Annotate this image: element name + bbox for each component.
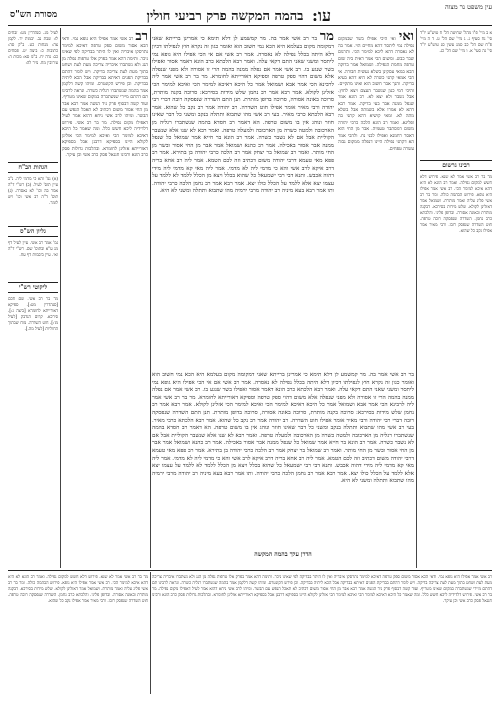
ein-mishpat-column: א ב מיי' פ"ו מהל' שחיטה הל' ח טוש"ע יו"ד סי' נח סעיף ג. ג מיי' שם הל' ט. ד ה מיי' פ"ח שם הל' כב סמג עשין סג טוש"ע יו"ד סי' נה סעי' א. ו מיי' שם הל' כג. [420, 30, 492, 53]
rashi-opening-word: ואי [398, 30, 414, 44]
bottom-divider [150, 572, 151, 694]
rabbeinu-gershom-column: מר בר רב אשי אמר לא שנא. פירוש דלא חשש למקום נפילה. ואמר רב הונא לא היא דהא איכא למימר הכי. רב אשי אמר אפילו היא גופא. פירוש הבהמה כולה. ומר בר רב אשי פליג עליה ואמר מותרת. ושמואל אמר דאזלינן לקולא. שלש מידות בסירכא. דבקנה מותרת ובאונה אסורה. ובדופן פליגי. והלכתא כרב נחמן. השדרה שנפסקה רובה טרפה. חוט השדרה שנפסק רובו. ורבי מאיר אמר אפילו נקב כל שהוא. [420, 174, 492, 233]
column-divider-2 [150, 28, 151, 568]
hagahot-label: הגהות הב"ח [8, 162, 58, 173]
masoret-hashas-column: לעיל מג. סנהדרין מט: זבחים לז: שבת נב. יבמות יד. לקמן צה: מנחות כט. ב"ק סה: כתובות כ: ביצה יט. פסחים כב: נדה יח. ב"מ סא: מכות ה: עירובין מח. נזיר לה: [8, 30, 58, 65]
gemara-text-continued: בר רב אשי אמר בה. מר קמשמע לן דלא תימא כי אמרינן ברייתא שאני דמקומה מקום בעלמא היא הכא נמי חשוב הוא ואומר כגון זה נקרא חוץ לנפילתו דכיון דלא היתה בכלל נפילה לא נאסרה. אמר רב אשי אם אי הכי אפילו היא גופא נמי ליתסר ומשני שאני התם דקאי עלה. ואמר רבא הלכתא כרב הונא דאמר אסור ואפילו בשר שנגע בו. רב אשי אמר אם נפלה ממנה בהמה הרי זו אסורה ולא מפני שנפלה אלא משום דהוי ספק טרפה וספיקא דאורייתא לחומרא. מר בר רב אשי אמר ליה לרבינא הכי אמר אבא ושמואל אמר כל היכא דאיכא למימר הכי ואיכא למימר הכי אזלינן לקולא. אמר רבא אמר רב נחמן שלש מידות בסירכא: סרוכה בקנה מותרת, סרוכה באונה אסורה, סרוכה בדופן מותרת. תנן התם השדרה שנפסקה רובה דברי רבי יהודה ורבי מאיר אומר אפילו חוט השדרה. רב יהודה אמר רב נקב כל שהוא. אמר רבא הלכתא כרבי מאיר. בעי רב אשי מהו שתבוא ותתלה בנקב ומשני כל דבר שאינו חוזר ונוהג אין בו משום טרפה. הא דאמר רב חסדא בהמה שנשתברו רגליה מן הארכובה ולמטה כשרה מן הארכובה ולמעלה טרפה. ואמר רבא לא שנו אלא שנשבר הקוליית אבל אם לא נשבר כשרה. אמר רב הונא בר חייא אמר שמואל כל שנפל ממנה אבר אסור באכילה. אמר רב כהנא ושמואל אמר אבר מן החי אסור ובשר מן החי מותר. ואמר רב שמואל בר יצחק אמר רב הלכה כרבי יהודה בן בתירא. אמר רב פפא מאי טעמא דרבי יהודה משום דכתיב וזה לכם הטמא. אמר ליה רב אחא בריה דרב איקא לרב אשי והא כי מדמי ליה לא מדמי. אמר ליה מאי קא מדמי ליה מידי דהוה אכבש. ותנא דבי רבי ישמעאל כל שהוא בכלל ויצא מן הכלל ללמד לא ללמד על עצמו יצא אלא ללמד על הכלל כולו יצא. אמר רבא אמר רב נחמן הלכה כרבי יהודה. ותו אמר רבא בעא מיניה רב יהודה מרבי ירמיה מהו שתבוא ותתלה ומשני לא היא. [152, 372, 414, 485]
rashi-commentary [338, 30, 414, 370]
hagahot-column: (א) גמ' והא כי מדמי ליה. נ"ב עיין תוס' לעיל. (ב) רש"י ד"ה אמר בה וכו' לא נאסרה. (ג) תוס' ד"ה רב אשי וכו' ויש לומר. [8, 176, 58, 205]
column-divider-3 [60, 28, 61, 568]
tosafot-commentary [62, 30, 148, 566]
likutei-rashi-label: ליקוטי רש"י [8, 282, 58, 293]
gilyon-column: גמ' אמר רב אשי. עיין לעיל דף מג ע"א ובתוס' שם. רש"י ד"ה ואי. עיין ביבמות דף עח. [8, 240, 58, 257]
column-divider [416, 28, 417, 568]
page-title: בהמה המקשה פרק רביעי חולין [146, 9, 304, 24]
masoret-header: מסורת הש"ס [10, 10, 58, 20]
rashi-text: ואי היכי אפילו בשר שבמקום נפילה נמי ליתסר דהא מחיים הוי. אמר בה לא נאסרה דהא ליכא למימר הכי. ותרגום שבר כבש. ומשום הכי אמר דאית ביה שום טרפה מחמת הנפילה. ושמואל אמר בדוקה הכא במאי עסקינן בשלא נעשית חבורה. אי הכי אמאי קתני כשרה לא היא דהא בעיא בדיקה. והנך אבר חשוב הוא ואינו מתקיים. והיכי דמי כגון שנשבר העצם ויצא לחוץ. אבל נשבר ולא יצא לא. רב הונא אמר שנפל ממנה אבר בעי בדיקה. אמר רבא דהא לא אמרו אלא בשמתה אבל בשלא מתה לא. ומאי קושיא דהא קתני בה ופליגא. ואמר רב הונא הלכה כרבי יהודה משום דמסתבר טעמיה. אבר מן החי הוא דאסר רחמנא ואפילו לבני נח. ולהכי אמר הא דקתני נפילה היינו דנפלה ממקום גבוה עשרה טפחים. [338, 37, 414, 152]
header-rule [8, 25, 492, 26]
likutei-rashi-column: מר בר רב אשי. שם חכם [סנהדרין מט:]. ספיקא דאורייתא לחומרא [ביצה ג:]. סירכא. קרום הנדבק [לעיל מו:]. חוט השדרה. מוח שבתוך החוליות [לעיל מה.]. [8, 296, 58, 331]
bottom-rule [8, 570, 492, 571]
bottom-commentary-right: רב אשי אמר אפילו היא גופא נמי. ודאי הכא אסור משום ספק טרפה דאיכא למימר נתרסקו איבריה ואין לו היתר בבדיקה לפי שאינו ניכר. ותימה דהא אמר בפרק אלו טרפות נפלה מן הגג ולא נשתברו איבריה צריכה מעת לעת ושחט בתוך מעת לעת צריכה בדיקה. ויש לומר דהתם בבדיקת הפנים דאיתא בבדיקה אבל הכא ליתיה בבדיקה. וכן פירש הקונטרס. ומיהו קשה דלקמן אמר בהמה שנשתברו רגליה כשרה. ונראה לרבינו תם דהתם מיירי שנשתברה במקום שאינו מטריף. ועוד קשה דבסוף פרק גיד הנשה אמר רבא אבר מן החי אסור משום דכתיב לא תאכל הנפש עם הבשר. ומיהו לרב אשי ניחא דהוא אמר לעיל דאפילו מקום נפילה. מר בר רב אשי. פירוש דלדידיה ליכא חשש כלל. ומה שאמר כל היכא דאיכא למימר הכי ואיכא למימר הכי אזלינן לקולא היינו בספיקא דרבנן אבל בספיקא דאורייתא אזלינן לחומרא. ובהלכות גדולות פסק כרב הונא ורבינו חננאל פסק כרב אשי וכן עיקר. [152, 574, 492, 603]
daf-number: עו: [312, 6, 332, 25]
bottom-commentary-left: מר בר רב אשי אמר לא שנא. פירוש דלא חשש למקום נפילה. ואמר רב הונא לא היא דהא איכא למימר הכי. רב אשי אמר אפילו היא גופא. פירוש הבהמה כולה. ומר בר רב אשי פליג עליה ואמר מותרת. ושמואל אמר דאזלינן לקולא. שלש מידות בסירכא. דבקנה מותרת ובאונה אסורה. ובדופן פליגי. והלכתא כרב נחמן. השדרה שנפסקה רובה טרפה. חוט השדרה שנפסק רובו. ורבי מאיר אמר אפילו נקב כל שהוא. [8, 574, 148, 603]
tosafot-text: רב אשי אמר אפילו היא גופא נמי. ודאי הכא אסור משום ספק טרפה דאיכא למימר נתרסקו איבריה ואין לו היתר בבדיקה לפי שאינו ניכר. ותימה דהא אמר בפרק אלו טרפות נפלה מן הגג ולא נשתברו איבריה צריכה מעת לעת ושחט בתוך מעת לעת צריכה בדיקה. ויש לומר דהתם בבדיקת הפנים דאיתא בבדיקה אבל הכא ליתיה בבדיקה. וכן פירש הקונטרס. ומיהו קשה דלקמן אמר בהמה שנשתברו רגליה כשרה. ונראה לרבינו תם דהתם מיירי שנשתברה במקום שאינו מטריף. ועוד קשה דבסוף פרק גיד הנשה אמר רבא אבר מן החי אסור משום דכתיב לא תאכל הנפש עם הבשר. ומיהו לרב אשי ניחא דהוא אמר לעיל דאפילו מקום נפילה. מר בר רב אשי. פירוש דלדידיה ליכא חשש כלל. ומה שאמר כל היכא דאיכא למימר הכי ואיכא למימר הכי אזלינן לקולא היינו בספיקא דרבנן אבל בספיקא דאורייתא אזלינן לחומרא. ובהלכות גדולות פסק כרב הונא ורבינו חננאל פסק כרב אשי וכן עיקר. [62, 37, 148, 158]
gemara-opening-word: מר [319, 30, 334, 44]
ein-mishpat-header: עין משפט נר מצוה [445, 3, 492, 11]
gemara-body: בר רב אשי אמר בה. מר קמשמע לן דלא תימא כי אמרינן ברייתא שאני דמקומה מקום בעלמא היא הכא נמי חשוב הוא ואומר כגון זה נקרא חוץ לנפילתו דכיון דלא היתה בכלל נפילה לא נאסרה. אמר רב אשי אם אי הכי אפילו היא גופא נמי ליתסר ומשני שאני התם דקאי עלה. ואמר רבא הלכתא כרב הונא דאמר אסור ואפילו בשר שנגע בו. רב אשי אמר אם נפלה ממנה בהמה הרי זו אסורה ולא מפני שנפלה אלא משום דהוי ספק טרפה וספיקא דאורייתא לחומרא. מר בר רב אשי אמר ליה לרבינא הכי אמר אבא ושמואל אמר כל היכא דאיכא למימר הכי ואיכא למימר הכי אזלינן לקולא. אמר רבא אמר רב נחמן שלש מידות בסירכא: סרוכה בקנה מותרת, סרוכה באונה אסורה, סרוכה בדופן מותרת. תנן התם השדרה שנפסקה רובה דברי רבי יהודה ורבי מאיר אומר אפילו חוט השדרה. רב יהודה אמר רב נקב כל שהוא. אמר רבא הלכתא כרבי מאיר. בעי רב אשי מהו שתבוא ותתלה בנקב ומשני כל דבר שאינו חוזר ונוהג אין בו משום טרפה. הא דאמר רב חסדא בהמה שנשתברו רגליה מן הארכובה ולמטה כשרה מן הארכובה ולמעלה טרפה. ואמר רבא לא שנו אלא שנשבר הקוליית אבל אם לא נשבר כשרה. אמר רב הונא בר חייא אמר שמואל כל שנפל ממנה אבר אסור באכילה. אמר רב כהנא ושמואל אמר אבר מן החי אסור ובשר מן החי מותר. ואמר רב שמואל בר יצחק אמר רב הלכה כרבי יהודה בן בתירא. אמר רב פפא מאי טעמא דרבי יהודה משום דכתיב וזה לכם הטמא. אמר ליה רב אחא בריה דרב איקא לרב אשי והא כי מדמי ליה לא מדמי. אמר ליה מאי קא מדמי ליה מידי דהוה אכבש. ותנא דבי רבי ישמעאל כל שהוא בכלל ויצא מן הכלל ללמד לא ללמד על עצמו יצא אלא ללמד על הכלל כולו יצא. אמר רבא אמר רב נחמן הלכה כרבי יהודה. ותו אמר רבא בעא מיניה רב יהודה מרבי ירמיה מהו שתבוא ותתלה ומשני לא היא. [152, 36, 334, 195]
gilyon-label: גליון הש"ס [8, 226, 58, 237]
rabbeinu-gershom-label: רבינו גרשום [420, 160, 492, 171]
chapter-end: הדרן עלך בהמה המקשה [254, 552, 312, 558]
gemara-text [152, 30, 334, 370]
tosafot-opening-word: רב [135, 30, 148, 44]
